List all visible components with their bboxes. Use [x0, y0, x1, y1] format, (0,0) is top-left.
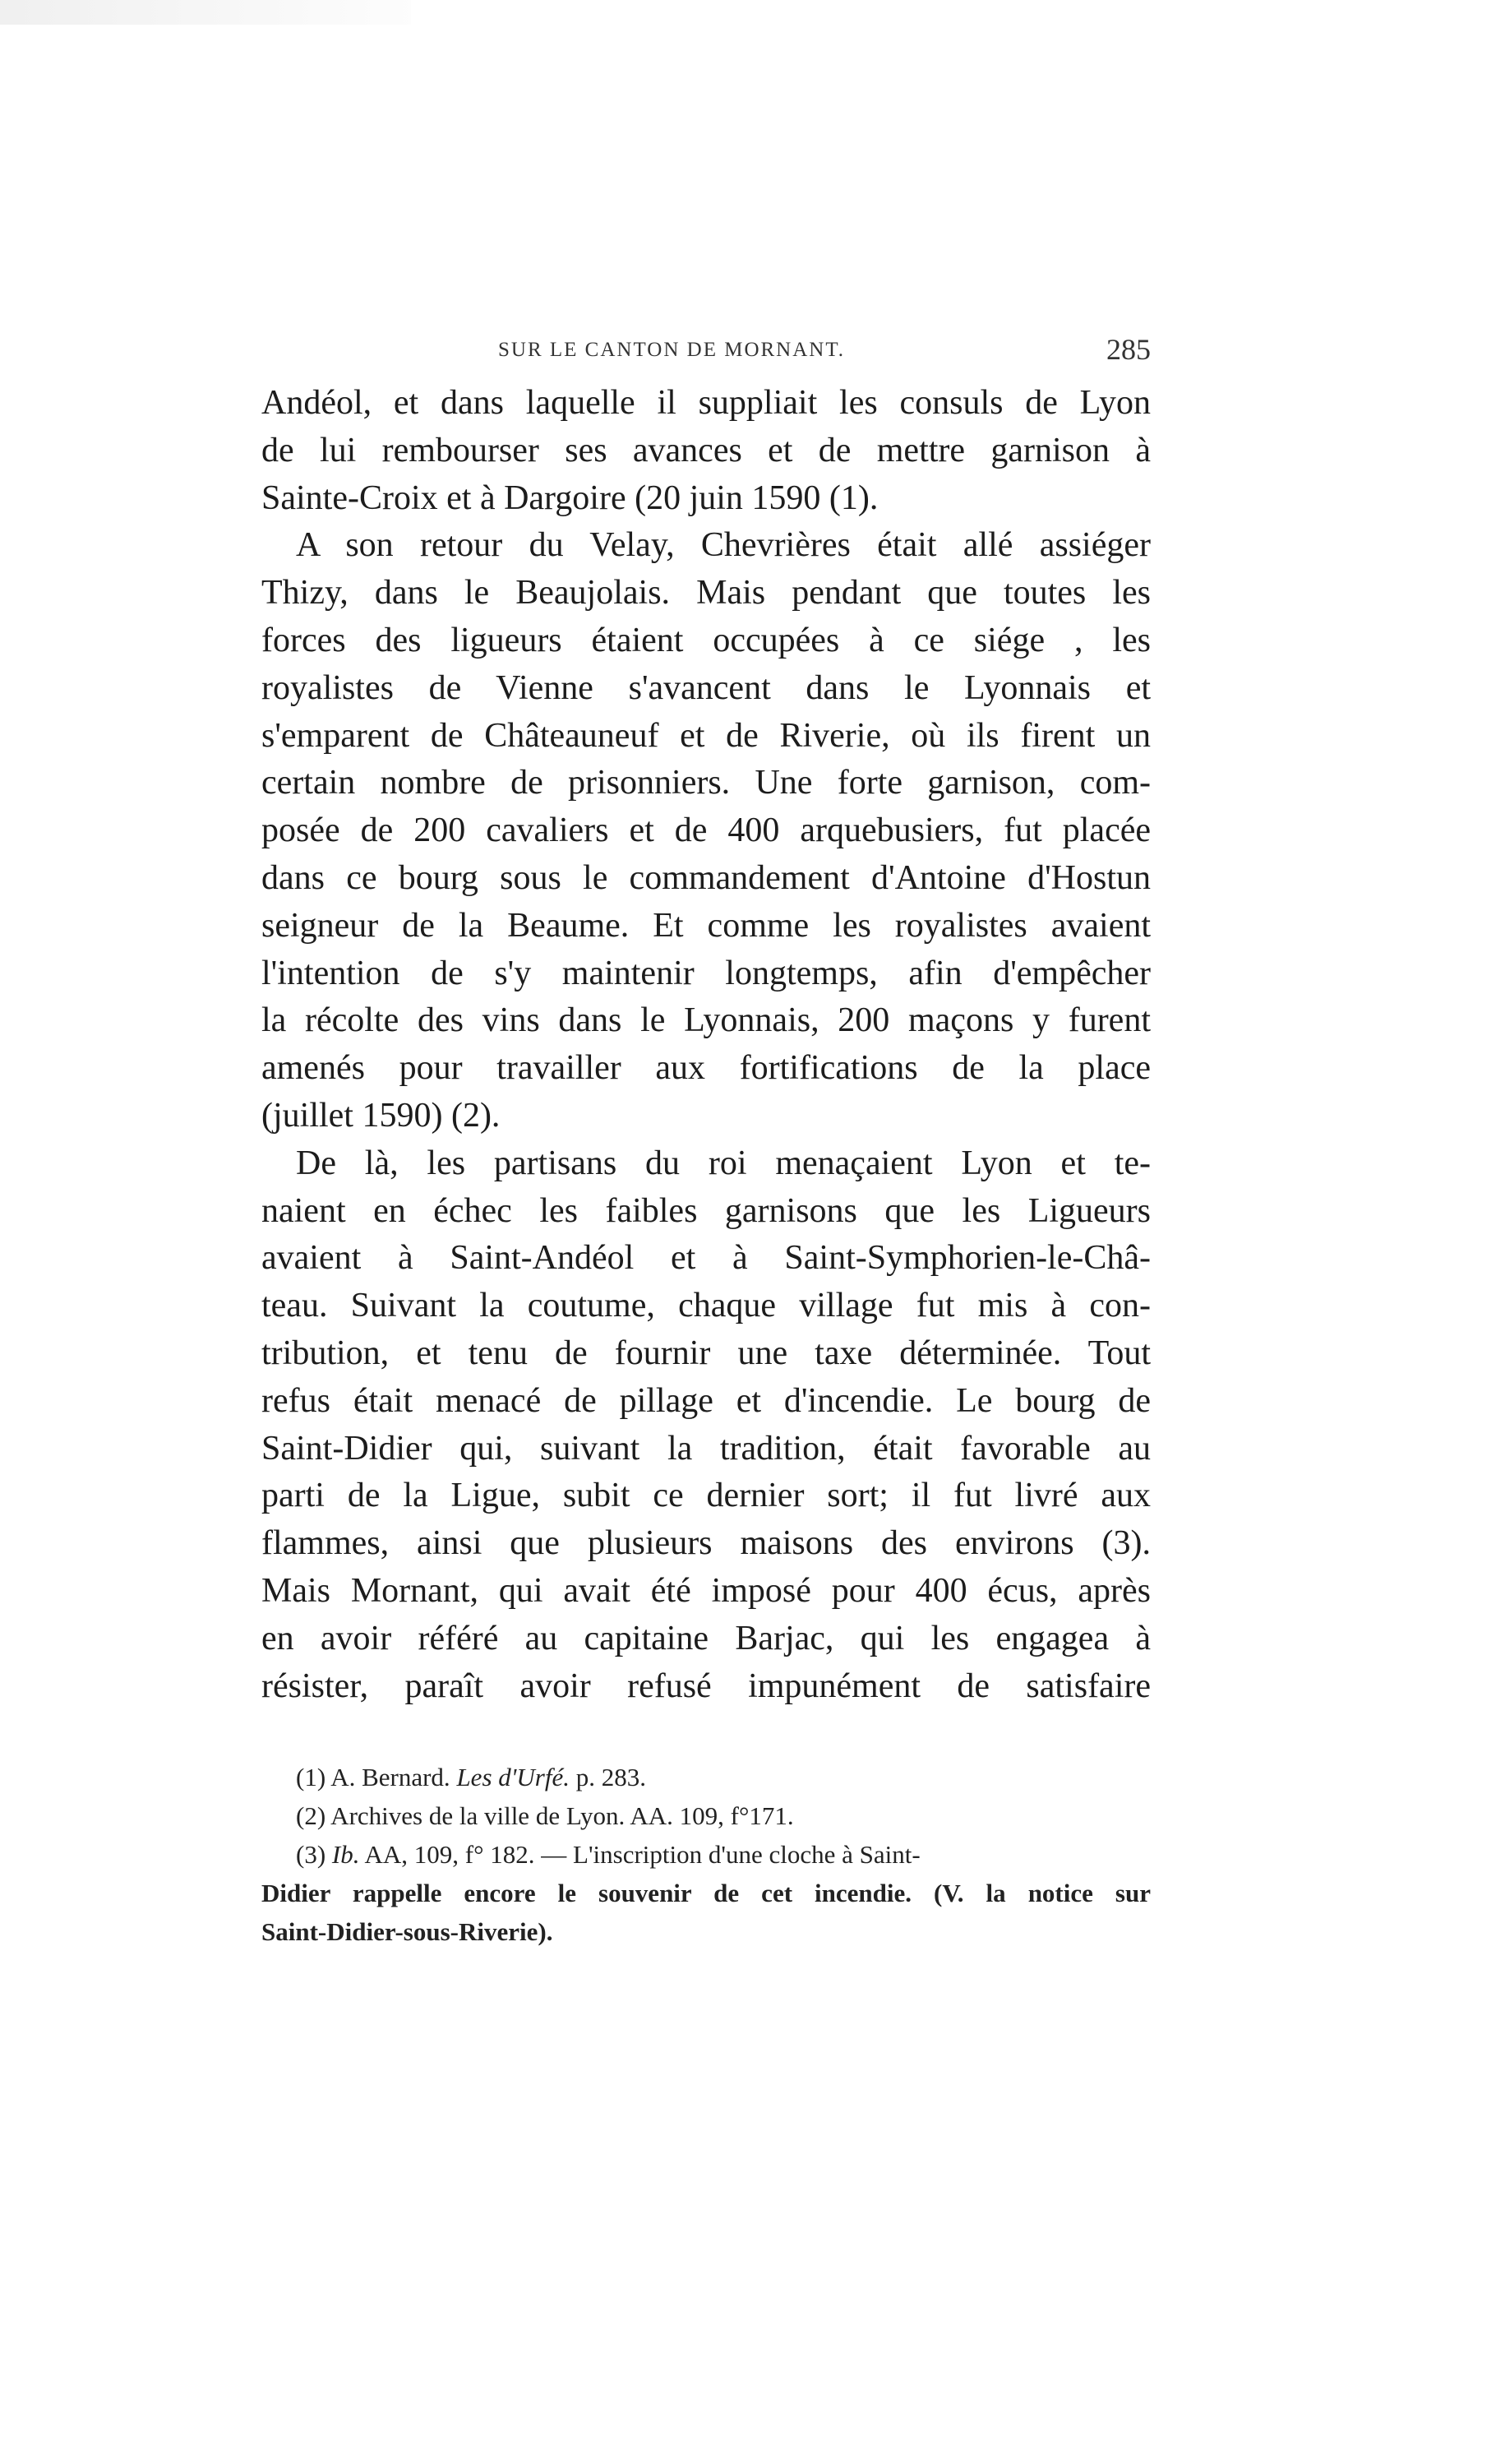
- text-line: dans ce bourg sous le commandement d'Antoine d'Hostun: [261, 858, 1151, 897]
- footnote-3-number: (3): [296, 1840, 326, 1869]
- text-line: posée de 200 cavaliers et de 400 arquebusiers, fut placée: [261, 811, 1151, 850]
- footnote-2: (2) Archives de la ville de Lyon. AA. 109, f°171.: [296, 1801, 794, 1830]
- text-line: royalistes de Vienne s'avancent dans le Lyonnais et: [261, 668, 1151, 707]
- text-line: refus était menacé de pillage et d'incendie. Le bourg de: [261, 1381, 1151, 1420]
- text-line: certain nombre de prisonniers. Une forte garnison, com-: [261, 764, 1151, 802]
- footnote-1-page: p. 283.: [575, 1763, 646, 1791]
- footnote-1: [261, 1758, 1151, 1796]
- text-line: Sainte-Croix et à Dargoire (20 juin 1590 (1).: [261, 478, 879, 517]
- text-line: avaient à Saint-Andéol et à Saint-Symphorien-le-Châ-: [261, 1239, 1151, 1278]
- footnote-3-ib: Ib.: [331, 1840, 360, 1869]
- text-line: forces des ligueurs étaient occupées à ce siége , les: [261, 621, 1151, 659]
- footnote-1-title: Les d'Urfé.: [456, 1763, 570, 1791]
- text-line: de lui rembourser ses avances et de mettre garnison à: [261, 431, 1151, 469]
- text-line: résister, paraît avoir refusé impunément de satisfaire: [261, 1667, 1151, 1705]
- running-title: SUR LE CANTON DE MORNANT.: [498, 339, 845, 361]
- text-line: amenés pour travailler aux fortifications de la place: [261, 1049, 1151, 1088]
- text-line: teau. Suivant la coutume, chaque village fut mis à con-: [261, 1287, 1151, 1325]
- footnote-1-number: (1): [296, 1763, 326, 1791]
- text-line: s'emparent de Châteauneuf et de Riverie, où ils firent un: [261, 716, 1151, 755]
- footnote-3-line-3: Saint-Didier-sous-Riverie).: [261, 1917, 553, 1946]
- text-line: Thizy, dans le Beaujolais. Mais pendant que toutes les: [261, 574, 1151, 613]
- text-line: Mais Mornant, qui avait été imposé pour 400 écus, après: [261, 1571, 1151, 1610]
- text-line: De là, les partisans du roi menaçaient Lyon et te-: [296, 1144, 1151, 1182]
- text-line: tribution, et tenu de fournir une taxe déterminée. Tout: [261, 1334, 1151, 1372]
- text-line: naient en échec les faibles garnisons que les Ligueurs: [261, 1191, 1151, 1230]
- text-line: (juillet 1590) (2).: [261, 1096, 501, 1135]
- footnotes: [261, 1758, 1151, 1951]
- text-line: l'intention de s'y maintenir longtemps, afin d'empêcher: [261, 954, 1151, 992]
- text-line: Andéol, et dans laquelle il suppliait les consuls de Lyon: [261, 384, 1151, 422]
- scan-edge-noise: [0, 0, 411, 25]
- text-line: seigneur de la Beaume. Et comme les royalistes avaient: [261, 906, 1151, 945]
- text-line: A son retour du Velay, Chevrières était allé assiéger: [296, 526, 1151, 565]
- text-line: parti de la Ligue, subit ce dernier sort; il fut livré aux: [261, 1477, 1151, 1515]
- footnote-3: [261, 1835, 1151, 1874]
- body-text: [261, 380, 1151, 1710]
- footnote-3-text: AA, 109, f° 182. — L'inscription d'une cloche à Saint-: [364, 1840, 921, 1869]
- text-line: en avoir référé au capitaine Barjac, qui les engagea à: [261, 1619, 1151, 1657]
- footnote-1-author: A. Bernard.: [330, 1763, 450, 1791]
- text-line: flammes, ainsi que plusieurs maisons des environs (3).: [261, 1524, 1151, 1563]
- text-line: Saint-Didier qui, suivant la tradition, était favorable au: [261, 1429, 1151, 1468]
- footnote-3-line-2: Didier rappelle encore le souvenir de cet incendie. (V. la notice sur: [261, 1879, 1151, 1907]
- page-number: 285: [1106, 333, 1151, 366]
- running-head: [261, 333, 1151, 372]
- text-line: la récolte des vins dans le Lyonnais, 200 maçons y furent: [261, 1001, 1151, 1040]
